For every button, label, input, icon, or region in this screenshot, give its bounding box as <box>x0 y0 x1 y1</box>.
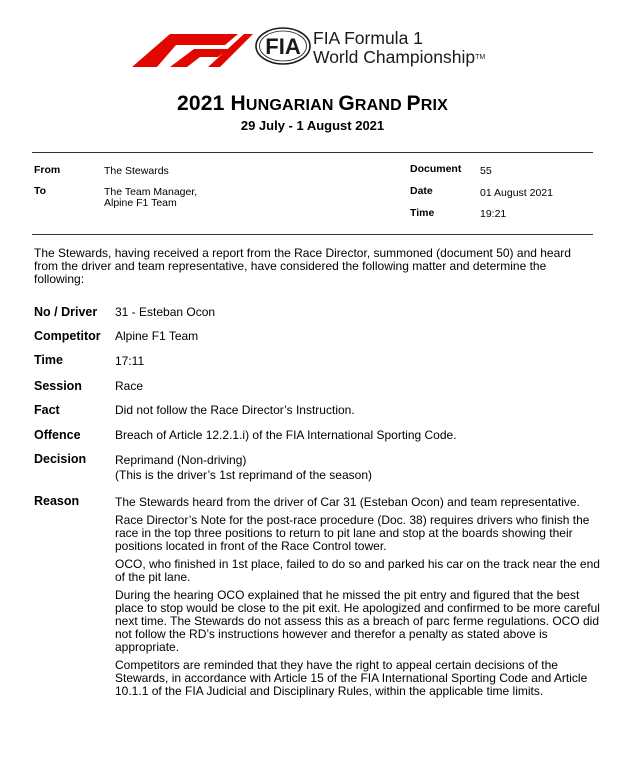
competitor-value: Alpine F1 Team <box>115 329 199 343</box>
session-value: Race <box>115 379 144 393</box>
competitor-label: Competitor <box>34 329 101 343</box>
to-label: To <box>34 185 47 197</box>
offence-value: Breach of Article 12.2.1.i) of the FIA International Sporting Code. <box>115 428 457 442</box>
fact-value: Did not follow the Race Director’s Instruction. <box>115 403 355 417</box>
fia-wordmark <box>313 29 485 67</box>
event-dates: 29 July - 1 August 2021 <box>240 118 385 133</box>
reason-paragraph: OCO, who finished in 1st place, failed to do so and parked his car on the track near the end of the pit lane. <box>115 557 600 584</box>
fia-line2: World ChampionshipTM <box>313 47 486 67</box>
time-row-value: 17:11 <box>115 354 145 368</box>
fia-emblem-icon <box>256 28 310 64</box>
driver-value: 31 - Esteban Ocon <box>115 305 216 319</box>
fact-label: Fact <box>34 403 60 417</box>
date-value: 01 August 2021 <box>480 187 553 199</box>
reason-label: Reason <box>34 494 80 508</box>
session-label: Session <box>34 379 82 393</box>
reason-paragraph: The Stewards heard from the driver of Car 31 (Esteban Ocon) and team representative. <box>115 495 580 509</box>
document-value: 55 <box>480 165 492 177</box>
time-row-label: Time <box>34 353 63 367</box>
reason-paragraph: Competitors are reminded that they have the right to appeal certain decisions of the Stewards, in accordance with Article 15 of the FIA International Sporting Code and Article 10.1.1 of the FIA Judicial and Disciplinary Rules, within the applicable time limits. <box>115 658 588 698</box>
fia-line1: FIA Formula 1 <box>313 28 423 48</box>
trademark: TM <box>475 54 486 61</box>
page-title: 2021 HUNGARIAN GRAND PRIX <box>176 92 449 115</box>
offence-label: Offence <box>34 428 81 442</box>
intro-paragraph: The Stewards, having received a report from the Race Director, summoned (document 50) and heard from the driver and team representative, have considered the following matter and determine the following: <box>34 246 571 286</box>
driver-label: No / Driver <box>34 305 98 319</box>
from-value: The Stewards <box>104 165 169 177</box>
svg-text:FIA: FIA <box>265 34 301 59</box>
time-value: 19:21 <box>480 208 507 220</box>
decision-label: Decision <box>34 452 87 466</box>
date-label: Date <box>410 185 433 197</box>
reason-paragraph: Race Director’s Note for the post-race procedure (Doc. 38) requires drivers who finish the race in the top three positions to return to pit lane and stop at the boards showing their positions located in front of the Race Control tower. <box>115 513 590 553</box>
f1-mark <box>132 34 253 67</box>
decision-value: Reprimand (Non-driving) (This is the driver’s 1st reprimand of the season) <box>115 453 372 482</box>
from-label: From <box>34 164 61 176</box>
time-label: Time <box>410 207 435 219</box>
reason-text <box>115 496 600 703</box>
bottom-divider <box>32 234 593 235</box>
reason-paragraph: During the hearing OCO explained that he missed the pit entry and figured that the best place to stop would be close to the pit exit. He apologized and confirmed to be more careful next time. The Stewards do not assess this as a breach of parc ferme regulations. OCO did not follow the RD’s instructions however and therefor a penalty as stated above is appropriate. <box>115 588 600 654</box>
to-value: The Team Manager, Alpine F1 Team <box>104 186 198 209</box>
top-divider <box>32 152 593 153</box>
document-label: Document <box>410 163 462 175</box>
